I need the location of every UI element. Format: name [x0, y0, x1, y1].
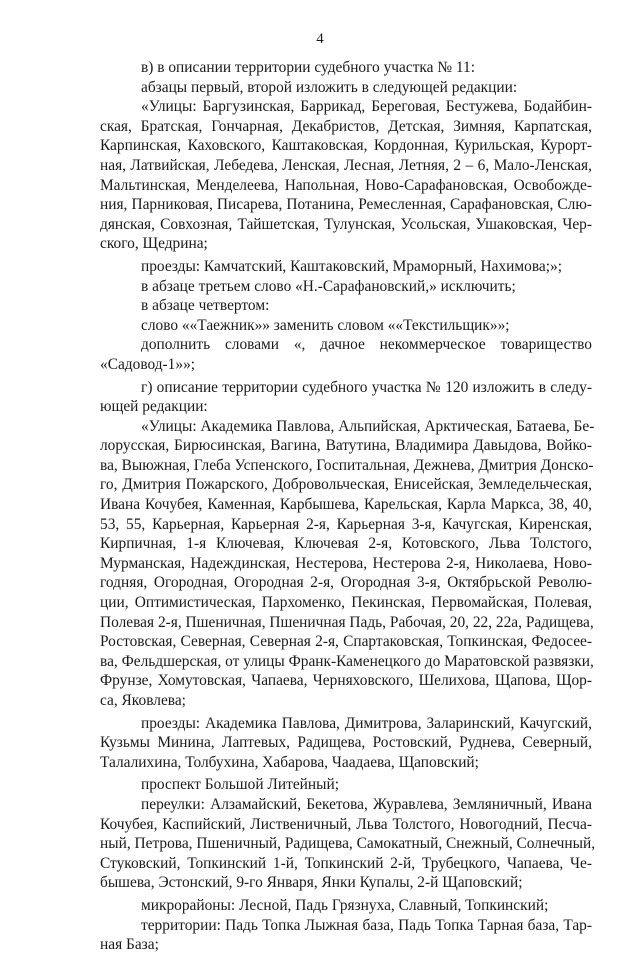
text-line: ская, Братская, Гончарная, Декабристов, Детская, Зимняя, Карпатская, — [100, 117, 592, 135]
text-line: слово ««Таежник»» заменить словом ««Текстильщик»»; — [141, 316, 510, 334]
text-line: годняя, Огородная, Огородная 2-я, Огородная 3-я, Октябрьской Револю- — [100, 574, 592, 592]
text-line: ского, Щедрина; — [100, 235, 208, 253]
text-line: «Улицы: Академика Павлова, Альпийская, Арктическая, Батаева, Бе- — [141, 417, 595, 435]
text-line: Талалихина, Толбухина, Хабарова, Чаадаева, Щаповский; — [100, 753, 479, 771]
text-line: в) в описании территории судебного участка № 11: — [141, 59, 475, 76]
page-number: 4 — [316, 31, 324, 47]
text-line: ва, Выюжная, Глеба Успенского, Госпитальная, Дежнева, Дмитрия Донско- — [100, 456, 594, 474]
text-line: проезды: Камчатский, Каштаковский, Мраморный, Нахимова;»; — [141, 257, 562, 275]
text-line: абзацы первый, второй изложить в следующей редакции: — [141, 78, 518, 96]
text-line: ная, Латвийская, Лебедева, Ленская, Лесная, Летняя, 2 – 6, Мало-Ленская, — [100, 156, 592, 174]
text-line: г) описание территории судебного участка № 120 изложить в следу- — [141, 378, 592, 396]
text-line: лорусская, Бирюсинская, Вагина, Ватутина, Владимира Давыдова, Войко- — [100, 437, 592, 455]
text-line: ва, Фельдшерская, от улицы Франк-Каменецкого до Маратовской развязки, — [100, 652, 594, 670]
text-line: в абзаце третьем слово «Н.-Сарафановский,» исключить; — [141, 277, 516, 295]
text-line: переулки: Алзамайский, Бекетова, Журавлева, Земляничный, Ивана — [141, 795, 592, 813]
text-line: са, Яковлева; — [100, 692, 186, 709]
body-text — [100, 58, 596, 955]
text-line: Полевая 2-я, Пшеничная, Пшеничная Падь, Рабочая, 20, 22, 22а, Радищева, — [100, 613, 594, 631]
text-line: Мурманская, Надеждинская, Нестерова, Нестерова 2-я, Николаева, Ново- — [100, 554, 592, 572]
text-line: проезды: Академика Павлова, Димитрова, Заларинский, Качугский, — [141, 714, 592, 732]
text-line: Кузьмы Минина, Лаптевых, Радищева, Ростовский, Руднева, Северный, — [100, 734, 592, 752]
text-line: 53, 55, Карьерная, Карьерная 2-я, Карьерная 3-я, Качугская, Киренская, — [100, 515, 592, 533]
text-line: микрорайоны: Лесной, Падь Грязнуха, Славный, Топкинский; — [141, 896, 549, 914]
text-line: Кирпичная, 1-я Ключевая, Ключевая 2-я, Котовского, Льва Толстого, — [100, 535, 592, 553]
text-line: «Садовод-1»»; — [100, 355, 196, 373]
text-line: Стуковский, Топкинский 1-й, Топкинский 2-й, Трубецкого, Чапаева, Че- — [100, 854, 592, 872]
text-line: Мальтинская, Менделеева, Напольная, Ново-Сарафановская, Освобожде- — [100, 176, 592, 194]
text-line: ная База; — [100, 936, 159, 954]
text-line: ния, Парниковая, Писарева, Потанина, Ремесленная, Сарафановская, Слю- — [100, 196, 592, 214]
text-line: Кочубея, Каспийский, Лиственичный, Льва Толстого, Новогодний, Песча- — [100, 815, 592, 833]
text-line: «Улицы: Баргузинская, Баррикад, Береговая, Бестужева, Бодайбин- — [141, 98, 592, 116]
text-line: го, Дмитрия Пожарского, Добровольческая, Енисейская, Земледельческая, — [100, 476, 592, 494]
text-line: Фрунзе, Хомутовская, Чапаева, Черняховского, Шелихова, Щапова, Щор- — [100, 672, 592, 690]
text-line: территории: Падь Топка Лыжная база, Падь Топка Тарная база, Тар- — [141, 916, 592, 934]
text-line: дянская, Совхозная, Тайшетская, Тулунская, Усольская, Ушаковская, Чер- — [100, 215, 592, 233]
text-line: бышева, Эстонский, 9-го Января, Янки Купалы, 2-й Щаповский; — [100, 874, 523, 892]
text-line: ющей редакции: — [100, 398, 208, 416]
text-line: проспект Большой Литейный; — [141, 776, 339, 794]
text-line: ный, Петрова, Пшеничный, Радищева, Самокатный, Снежный, Солнечный, — [100, 835, 596, 853]
text-line: Карпинская, Каховского, Каштаковская, Кордонная, Курильская, Курорт- — [100, 137, 592, 155]
text-line: ции, Оптимистическая, Пархоменко, Пекинская, Первомайская, Полевая, — [100, 594, 592, 612]
text-line: Ивана Кочубея, Каменная, Карбышева, Карельская, Карла Маркса, 38, 40, — [100, 496, 592, 514]
text-line: в абзаце четвертом: — [141, 297, 270, 315]
text-line: дополнить словами «, дачное некоммерческое товарищество — [141, 336, 592, 354]
text-line: Ростовская, Северная, Северная 2-я, Спартаковская, Топкинская, Федосее- — [100, 633, 592, 651]
